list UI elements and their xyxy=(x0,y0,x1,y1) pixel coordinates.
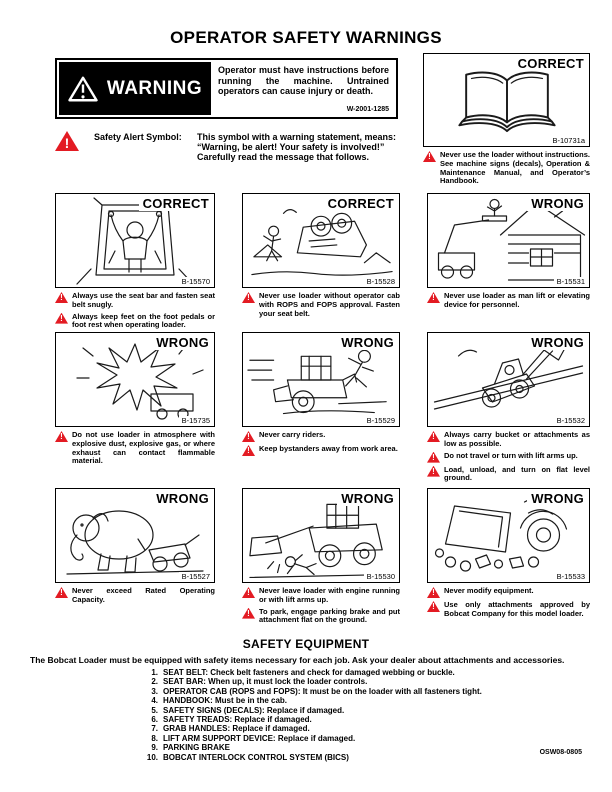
warning-word: WARNING xyxy=(106,77,203,99)
figure-frame xyxy=(427,488,590,583)
safety-alert-icon xyxy=(423,151,436,162)
safety-alert-triangle-icon xyxy=(55,131,79,151)
safety-equipment-item xyxy=(138,734,582,743)
figure-caption: ! Never carry riders. xyxy=(242,431,400,442)
item-number: 6. xyxy=(151,715,158,725)
item-number: 8. xyxy=(151,733,158,743)
warning-code: W-2001-1285 xyxy=(346,106,389,113)
safety-equipment-item xyxy=(138,677,582,686)
safety-alert-icon xyxy=(242,431,255,442)
item-number: 9. xyxy=(151,743,158,753)
figure-caption: ! Do not travel or turn with lift arms up. xyxy=(427,452,590,463)
figure-code-label: B-15531 xyxy=(554,277,585,286)
item-number: 1. xyxy=(151,668,158,677)
safety-equipment-section xyxy=(30,637,582,762)
safety-alert-icon xyxy=(55,292,68,303)
figure-verdict-label: WRONG xyxy=(527,491,584,506)
figure-frame xyxy=(242,488,400,583)
figure-caption: ! Do not use loader in atmosphere with explosive dust, explosive gas, or where exhaust can contact flammable material. xyxy=(55,431,215,466)
figure-code-label: B-15532 xyxy=(554,416,585,425)
figure-verdict-label: CORRECT xyxy=(139,196,209,211)
figure-verdict-label: WRONG xyxy=(337,491,394,506)
safety-alert-icon xyxy=(55,431,68,442)
figure-frame xyxy=(427,193,590,288)
figure-caption: ! Never leave loader with engine running or with lift arms up. xyxy=(242,587,400,605)
page-title: OPERATOR SAFETY WARNINGS xyxy=(170,28,442,47)
figures-grid xyxy=(55,193,590,628)
figure-captions xyxy=(55,292,215,330)
warning-figure xyxy=(55,332,215,469)
warning-triangle-icon xyxy=(68,76,98,102)
figure-code-label: B-15527 xyxy=(179,572,210,581)
warning-figure xyxy=(242,332,400,459)
figure-captions xyxy=(427,587,590,619)
warning-figure xyxy=(427,332,590,486)
figure-code-label: B-15530 xyxy=(364,572,395,581)
item-text: HANDBOOK: Must be in the cab. xyxy=(163,696,288,706)
item-text: PARKING BRAKE xyxy=(163,743,230,753)
safety-equipment-item xyxy=(138,668,582,677)
safety-alert-label: Safety Alert Symbol: xyxy=(94,132,182,142)
safety-equipment-item xyxy=(138,687,582,696)
figure-captions xyxy=(427,292,590,310)
figure-caption: ! Always carry bucket or attachments as low as possible. xyxy=(427,431,590,449)
item-text: BOBCAT INTERLOCK CONTROL SYSTEM (BICS) xyxy=(163,752,349,762)
figure-caption: ! Never exceed Rated Operating Capacity. xyxy=(55,587,215,605)
figure-captions xyxy=(242,292,400,318)
safety-alert-icon xyxy=(242,608,255,619)
safety-alert-text: This symbol with a warning statement, means: “Warning, be alert! Your safety is involved!” Carefully read the message that follows. xyxy=(197,132,397,163)
item-number: 4. xyxy=(151,696,158,706)
safety-equipment-item xyxy=(138,743,582,752)
item-text: SEAT BAR: When up, it must lock the loader controls. xyxy=(163,677,368,687)
safety-equipment-item xyxy=(138,696,582,705)
figure-code-label: B-15735 xyxy=(179,416,210,425)
figure-captions xyxy=(242,431,400,456)
item-text: GRAB HANDLES: Replace if damaged. xyxy=(163,724,310,734)
handbook-figure xyxy=(423,53,590,189)
safety-alert-icon xyxy=(427,431,440,442)
safety-equipment-item xyxy=(138,724,582,733)
figure-frame xyxy=(427,332,590,427)
figure-caption: ! Always keep feet on the foot pedals or foot rest when operating loader. xyxy=(55,313,215,331)
figure-frame xyxy=(55,193,215,288)
figure-captions xyxy=(55,587,215,605)
safety-alert-icon xyxy=(242,587,255,598)
figure-verdict-label: CORRECT xyxy=(514,56,584,71)
safety-alert-icon xyxy=(55,313,68,324)
item-text: SAFETY SIGNS (DECALS): Replace if damaged. xyxy=(163,705,345,715)
warning-text-block xyxy=(211,62,394,115)
figure-code-label: B-10731a xyxy=(549,136,585,145)
figure-captions xyxy=(55,431,215,466)
warning-figure xyxy=(427,193,590,313)
warning-figure xyxy=(55,488,215,608)
warning-banner xyxy=(55,58,398,119)
safety-equipment-item xyxy=(138,715,582,724)
figure-verdict-label: WRONG xyxy=(337,335,394,350)
safety-equipment-title: SAFETY EQUIPMENT xyxy=(242,637,370,651)
safety-alert-icon xyxy=(427,587,440,598)
figure-frame xyxy=(55,332,215,427)
figure-caption: ! Always use the seat bar and fasten seat belt snugly. xyxy=(55,292,215,310)
warning-text: Operator must have instructions before running the machine. Untrained operators can cause injury or death. xyxy=(218,65,389,96)
figure-frame xyxy=(242,193,400,288)
warning-figure xyxy=(242,488,400,628)
figure-frame xyxy=(423,53,590,147)
figure-caption: ! Keep bystanders away from work area. xyxy=(242,445,400,456)
figure-verdict-label: WRONG xyxy=(152,335,209,350)
warning-figure xyxy=(55,193,215,333)
item-number: 10. xyxy=(146,752,158,762)
warning-panel xyxy=(59,62,211,115)
figure-frame xyxy=(55,488,215,583)
figure-caption: ! Never use loader as man lift or elevating device for personnel. xyxy=(427,292,590,310)
figure-code-label: B-15529 xyxy=(364,416,395,425)
figure-captions xyxy=(242,587,400,625)
item-text: LIFT ARM SUPPORT DEVICE: Replace if damaged. xyxy=(163,733,356,743)
safety-alert-icon xyxy=(427,292,440,303)
figure-code-label: B-15570 xyxy=(179,277,210,286)
safety-alert-icon xyxy=(242,445,255,456)
item-text: SEAT BELT: Check belt fasteners and check for damaged webbing or buckle. xyxy=(163,668,455,677)
item-number: 7. xyxy=(151,724,158,734)
item-text: SAFETY TREADS: Replace if damaged. xyxy=(163,715,312,725)
figure-captions xyxy=(427,431,590,483)
item-number: 2. xyxy=(151,677,158,687)
safety-equipment-item xyxy=(138,753,582,762)
safety-alert-icon xyxy=(427,452,440,463)
warning-figure xyxy=(427,488,590,622)
figure-verdict-label: WRONG xyxy=(152,491,209,506)
figure-caption: ! Never use loader without operator cab with ROPS and FOPS approval. Fasten your seat belt. xyxy=(242,292,400,318)
warning-figure xyxy=(242,193,400,321)
figure-verdict-label: CORRECT xyxy=(324,196,394,211)
safety-alert-row xyxy=(55,131,407,163)
safety-equipment-intro: The Bobcat Loader must be equipped with safety items necessary for each job. Ask your dealer about attachments and accessories. xyxy=(30,655,565,665)
figure-caption: ! Use only attachments approved by Bobcat Company for this model loader. xyxy=(427,601,590,619)
figure-caption: ! To park, engage parking brake and put attachment flat on the ground. xyxy=(242,608,400,626)
item-number: 3. xyxy=(151,686,158,696)
safety-equipment-item xyxy=(138,706,582,715)
figure-code-label: B-15533 xyxy=(554,572,585,581)
figure-verdict-label: WRONG xyxy=(527,196,584,211)
item-text: OPERATOR CAB (ROPS and FOPS): It must be on the loader with all fasteners tight. xyxy=(163,686,482,696)
safety-equipment-list xyxy=(138,668,582,762)
document-code: OSW08-0805 xyxy=(539,749,582,756)
figure-caption: ! Load, unload, and turn on flat level ground. xyxy=(427,466,590,484)
safety-alert-icon xyxy=(55,587,68,598)
safety-alert-icon xyxy=(427,466,440,477)
item-number: 5. xyxy=(151,705,158,715)
safety-alert-icon xyxy=(242,292,255,303)
figure-caption: ! Never use the loader without instructions. See machine signs (decals), Operation & Maintenance Manual, and Operator’s Handbook. xyxy=(423,151,590,186)
figure-frame xyxy=(242,332,400,427)
figure-verdict-label: WRONG xyxy=(527,335,584,350)
safety-alert-icon xyxy=(427,601,440,612)
figure-caption: ! Never modify equipment. xyxy=(427,587,590,598)
figure-code-label: B-15528 xyxy=(364,277,395,286)
